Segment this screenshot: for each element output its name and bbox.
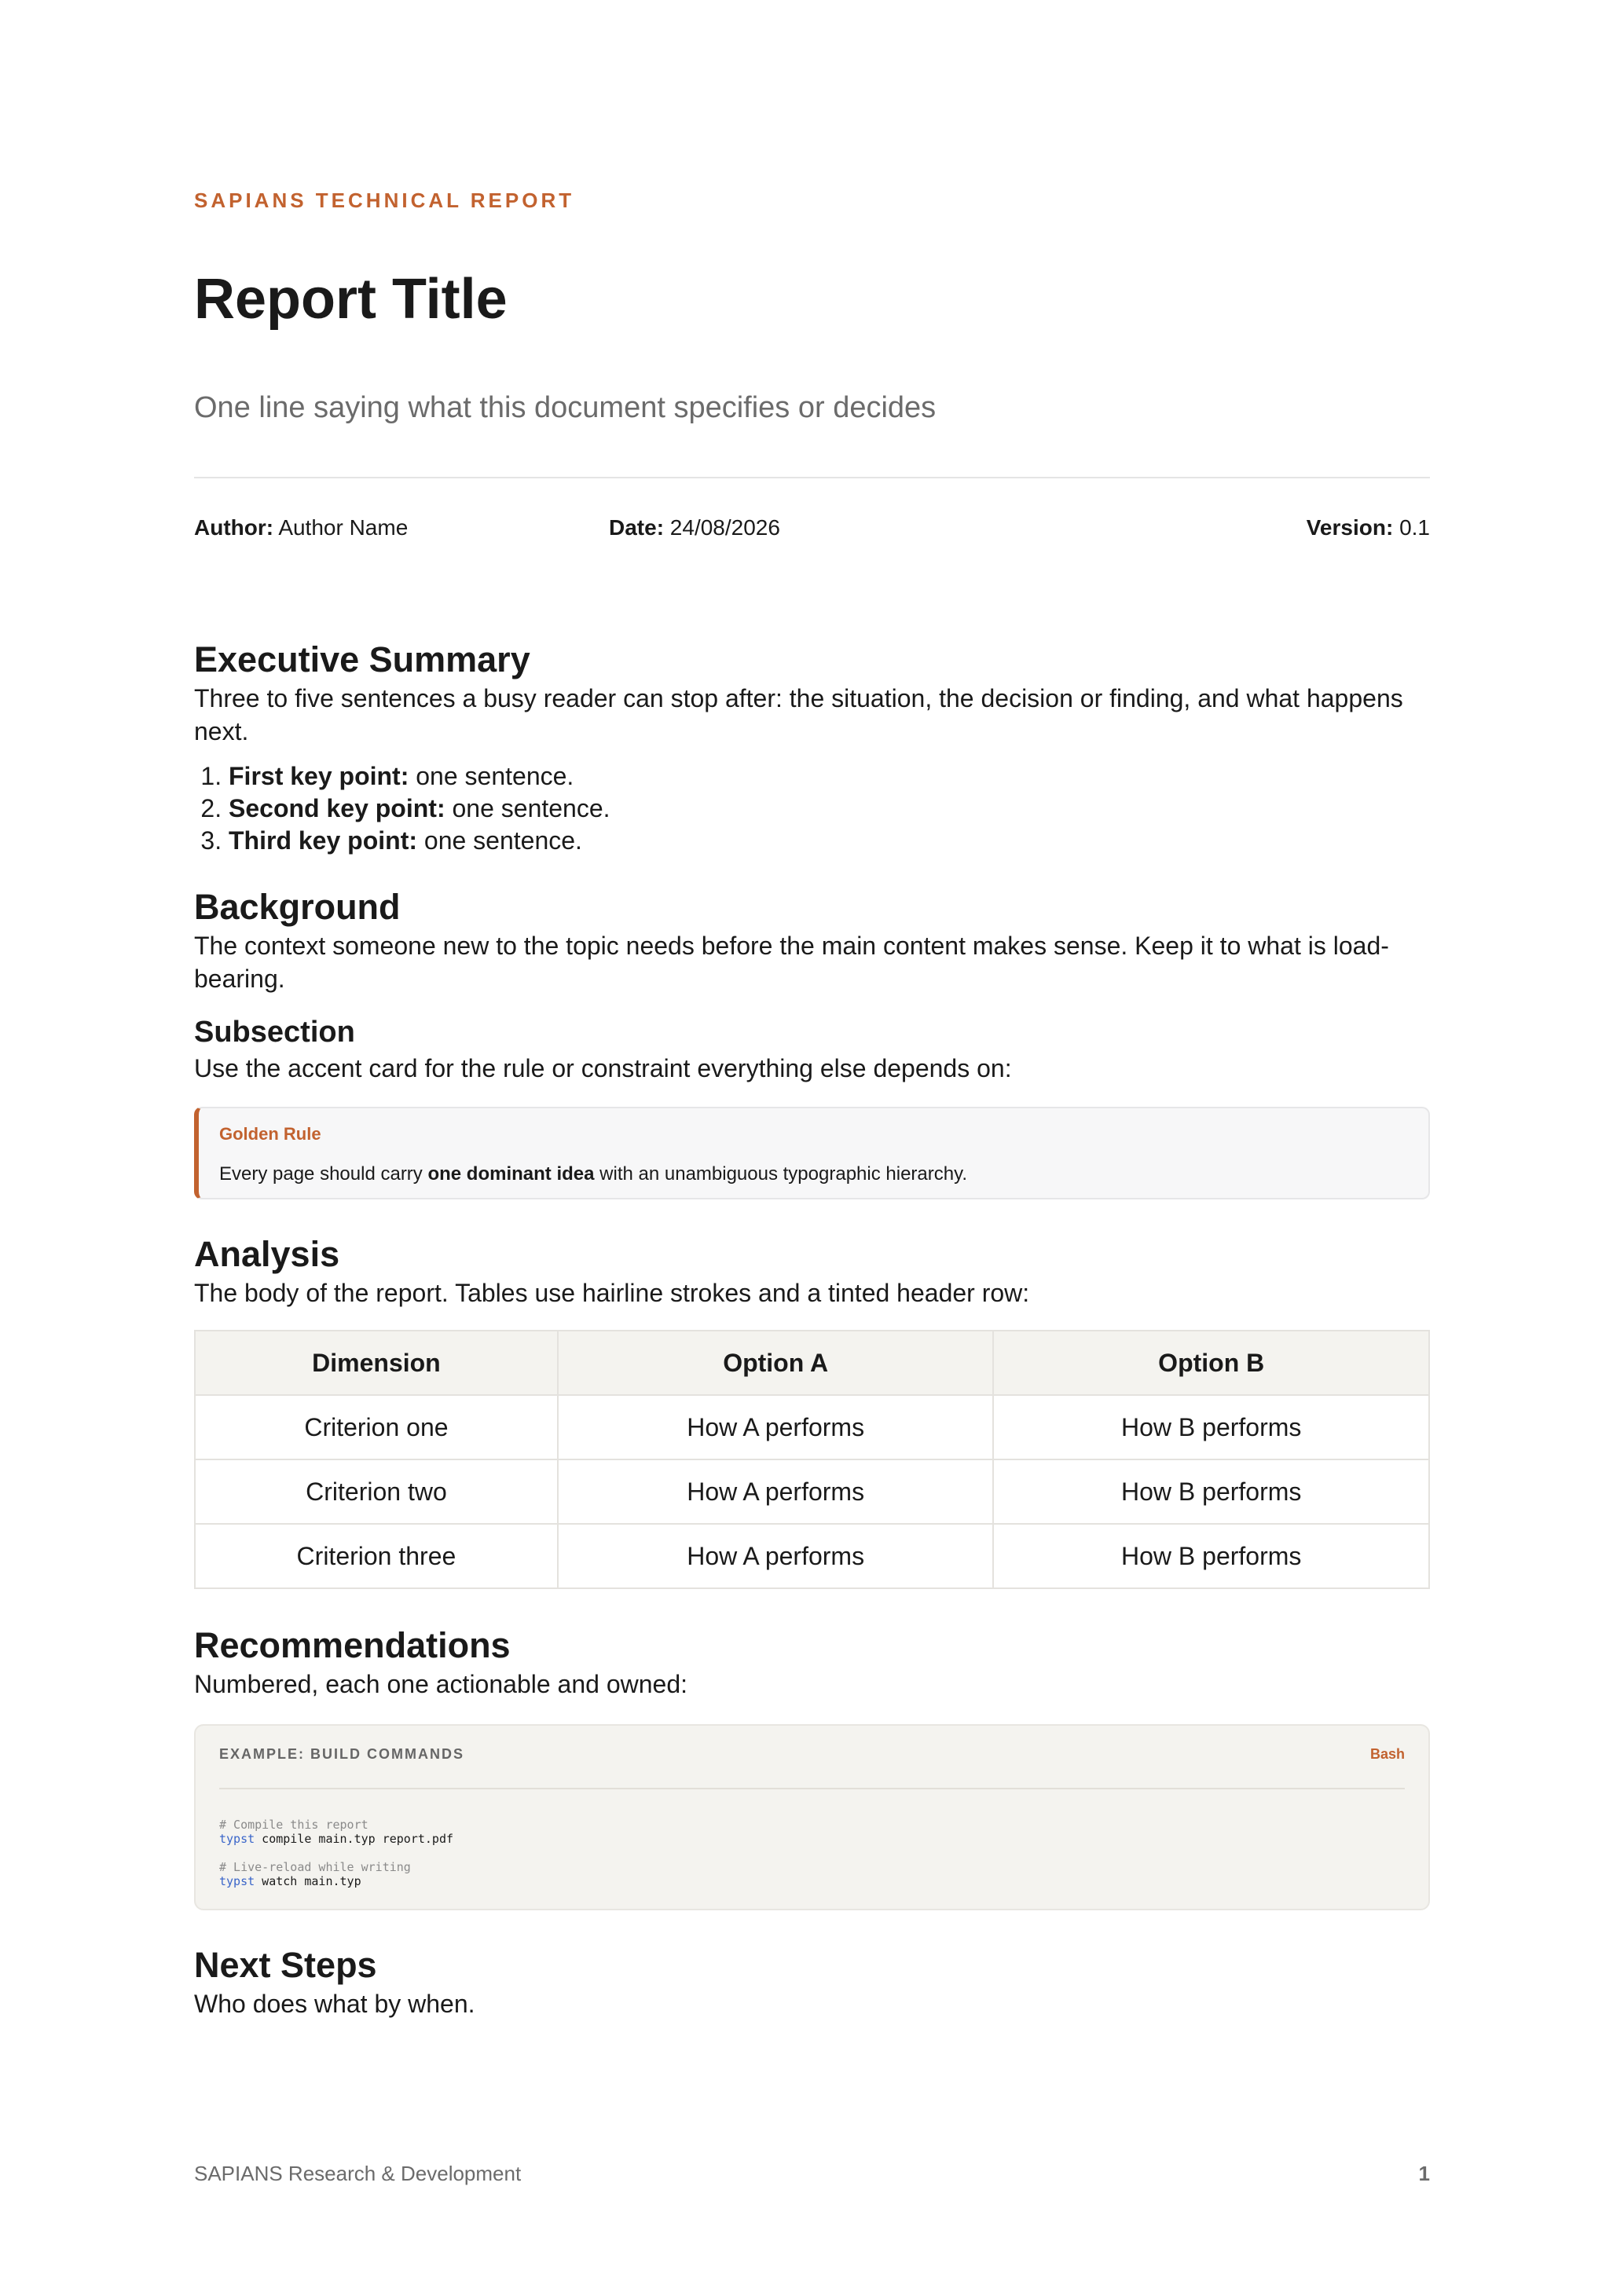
report-eyebrow: SAPIANS TECHNICAL REPORT [194, 189, 575, 212]
table-row [195, 1395, 1429, 1459]
meta-author-value: Author Name [278, 515, 409, 540]
table-row [195, 1524, 1429, 1588]
meta-author [194, 515, 408, 540]
report-subtitle: One line saying what this document specifies or decides [194, 391, 937, 424]
section-body: Three to five sentences a busy reader can stop after: the situation, the decision or finding, and what happens next. [194, 684, 1403, 745]
footer-organization: SAPIANS Research & Development [194, 2162, 522, 2185]
report-content [194, 638, 1430, 2020]
meta-version-label: Version: [1306, 515, 1394, 540]
report-title: Report Title [194, 268, 508, 331]
page-number: 1 [1418, 2162, 1430, 2185]
list-item [229, 793, 1430, 825]
table-cell: How A performs [558, 1395, 994, 1459]
card-body-emphasis: one dominant idea [427, 1163, 595, 1185]
code-block [194, 1724, 1430, 1910]
table-header-cell: Dimension [195, 1331, 558, 1395]
table-cell: How A performs [558, 1459, 994, 1524]
section-heading: Executive Summary [194, 639, 530, 679]
table-header-row [195, 1331, 1429, 1395]
code-block-divider [219, 1788, 1405, 1789]
code-comment: # Live-reload while writing [219, 1860, 411, 1874]
table-header-cell: Option A [558, 1331, 994, 1395]
table-row [195, 1459, 1429, 1524]
code-comment: # Compile this report [219, 1818, 368, 1832]
list-item [229, 825, 1430, 857]
key-point-text: one sentence. [423, 826, 582, 855]
table-cell: Criterion two [195, 1459, 558, 1524]
key-points-list [194, 760, 1430, 857]
table-cell: Criterion one [195, 1395, 558, 1459]
card-body [219, 1162, 1408, 1187]
subsection-heading: Subsection [194, 1016, 355, 1049]
golden-rule-card [194, 1107, 1430, 1199]
section-executive-summary [194, 638, 1430, 857]
table-cell: Criterion three [195, 1524, 558, 1588]
key-point-label: Third key point: [229, 826, 417, 855]
section-recommendations [194, 1624, 1430, 1910]
meta-date-value: 24/08/2026 [669, 515, 780, 540]
key-point-text: one sentence. [416, 762, 574, 790]
card-body-text: Every page should carry [219, 1163, 423, 1185]
card-title: Golden Rule [219, 1124, 321, 1144]
key-point-text: one sentence. [452, 794, 610, 822]
table-cell: How A performs [558, 1524, 994, 1588]
table-header-cell: Option B [993, 1331, 1429, 1395]
code-block-label: EXAMPLE: BUILD COMMANDS [219, 1746, 464, 1762]
code-command: typst [219, 1874, 255, 1888]
meta-version-value: 0.1 [1399, 515, 1430, 540]
meta-date-label: Date: [609, 515, 665, 540]
code-block-header [219, 1746, 1405, 1763]
key-point-label: First key point: [229, 762, 409, 790]
meta-version [1307, 515, 1430, 540]
table-cell: How B performs [993, 1459, 1429, 1524]
section-analysis [194, 1232, 1430, 1589]
header-divider [194, 477, 1430, 478]
key-point-label: Second key point: [229, 794, 445, 822]
code-content[interactable] [219, 1818, 1405, 1888]
table-cell: How B performs [993, 1395, 1429, 1459]
section-next-steps [194, 1943, 1430, 2020]
subsection-body: Use the accent card for the rule or constraint everything else depends on: [194, 1054, 1012, 1082]
section-body: The context someone new to the topic needs before the main content makes sense. Keep it to what is load-bearing. [194, 932, 1389, 993]
table-cell: How B performs [993, 1524, 1429, 1588]
code-language-tag: Bash [1369, 1746, 1405, 1762]
meta-date [609, 515, 780, 540]
section-heading: Background [194, 887, 401, 927]
section-body: The body of the report. Tables use hairline strokes and a tinted header row: [194, 1279, 1030, 1307]
code-command: typst [219, 1832, 255, 1846]
comparison-table [194, 1330, 1430, 1589]
section-heading: Recommendations [194, 1625, 511, 1665]
meta-author-label: Author: [194, 515, 274, 540]
code-args: watch main.typ [255, 1874, 361, 1888]
report-meta [194, 515, 1430, 547]
section-background [194, 885, 1430, 1199]
section-body: Numbered, each one actionable and owned: [194, 1670, 687, 1698]
code-args: compile main.typ report.pdf [255, 1832, 454, 1846]
section-heading: Analysis [194, 1234, 340, 1274]
list-item [229, 760, 1430, 793]
section-body: Who does what by when. [194, 1990, 475, 2018]
card-body-text: with an unambiguous typographic hierarchy. [599, 1163, 967, 1185]
section-heading: Next Steps [194, 1945, 377, 1985]
